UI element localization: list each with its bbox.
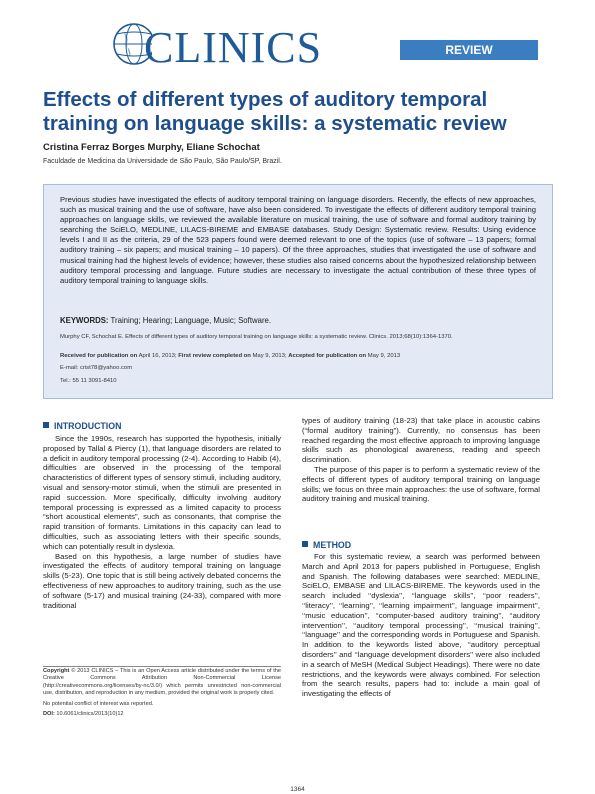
footnote (43, 668, 281, 718)
method-heading-text: METHOD (313, 540, 352, 550)
intro-heading (43, 416, 121, 434)
keywords-list: Training; Hearing; Language, Music; Software. (110, 316, 272, 325)
contact-tel: Tel.: 55 11 3091-8410 (60, 378, 117, 384)
intro-right-column (302, 416, 540, 504)
page-number: 1364 (290, 786, 305, 793)
intro-paragraph-3: types of auditory training (18-23) that take place in acoustic cabins (“formal auditory training”). Currently, no consensus has been reached regarding the most effective approach to improving language skills such as phonological awareness, reading and speech discrimination. (302, 416, 540, 465)
intro-left-column (43, 434, 281, 610)
section-square-icon (43, 422, 49, 428)
footnote-divider (43, 666, 281, 667)
copyright-text: © 2013 CLINICS – This is an Open Access article distributed under the terms of the Creative Commons Attribution Non-Commercial License (http://creativecommons.org/licenses/by-nc/3.0/) which permits unrestricted non-commercial use, distribution, and reproduction in any medium, provided the original work is properly cited. (43, 668, 281, 697)
method-column (302, 552, 540, 699)
intro-heading-text: INTRODUCTION (54, 421, 122, 431)
copyright-label: Copyright (43, 668, 70, 674)
section-square-icon (302, 541, 308, 547)
citation: Murphy CF, Schochat E. Effects of different types of auditory temporal training on language skills: a systematic review. Clinics. 2013;68(10):1364-1370. (60, 334, 453, 340)
method-heading (302, 535, 351, 553)
journal-name: CLINICS (144, 23, 323, 72)
doi-line (43, 711, 281, 718)
contact-email[interactable]: E-mail: crist78@yahoo.com (60, 365, 133, 371)
article-affiliation: Faculdade de Medicina da Universidade de São Paulo, São Paulo/SP, Brazil. (43, 158, 282, 165)
intro-paragraph-1: Since the 1990s, research has supported the hypothesis, initially proposed by Tallal & Piercy (1), that language disorders are related to a deficit in auditory temporal processing (2-4). According to Habib (4), difficulties are observed in the processing of the temporal characteristics of different types of sensory stimuli, including auditory, visual and sensory-motor stimuli, when the stimuli are presented in rapid succession. More specifically, difficulty involving auditory temporal processing is expressed as a limited capacity to process “short acoustical elements”, such as consonants, that comprise the rapid transition of formants. Limitations in this capacity can lead to difficulties, such as associating letters with their specific sounds, which can potentially result in dyslexia. (43, 434, 281, 551)
intro-paragraph-4: The purpose of this paper is to perform a systematic review of the effects of different types of auditory temporal training on language skills; we focus on three main approaches: the use of software, formal auditory training and musical training. (302, 464, 540, 504)
first-review-label: First review completed on (178, 353, 251, 359)
doi-label: DOI: (43, 711, 55, 718)
method-paragraph-1: For this systematic review, a search was performed between March and April 2013 for papers published in Portuguese, English and Spanish. The following databases were searched: MEDLINE, SciELO, EMBASE and LILACS-BIREME. The keywords used in the search included ‘‘dyslexia’’, ‘‘language skills’’, ‘‘poor readers’’, ‘‘literacy’’, ‘‘learning’’, ‘‘learning impairment’’, language impairment’’, ‘‘music education’’, ‘‘computer-based auditory training’’, ‘‘auditory intervention’’, ‘‘auditory temporal processing’’, ‘‘musical training’’, ‘‘language’’ and the corresponding words in Portuguese and Spanish. In addition to the keywords listed above, ‘‘auditory perceptual disorders’’ and ‘‘language development disorders’’ were also included in a search of MeSH (Medical Subject Headings). There were no date restrictions, and the keywords were always combined. For selection from the search results, papers had to: include a main goal of investigating the effects of (302, 552, 540, 699)
article-title: Effects of different types of auditory temporal training on language skills: a systematic review (43, 88, 507, 135)
abstract-text: Previous studies have investigated the effects of auditory temporal training on language disorders. Recently, the effects of new approaches, such as musical training and the use of software, have also been considered. To investigate the effects of different auditory temporal training approaches on language skills, we reviewed the available literature on musical training, the use of software and formal auditory training by searching the SciELO, MEDLINE, LILACS-BIREME and EMBASE databases. Study Design: Systematic review. Results: Using evidence levels I and II as the criteria, 29 of the 523 papers found were deemed relevant to one of the topics (use of software – 13 papers; formal auditory training – six papers; and musical training – 10 papers). Of the three approaches, studies that investigated the use of software and musical training had the highest levels of evidence; however, these studies also raised concerns about the hypothesized relationship between auditory temporal processing and language. Future studies are necessary to investigate the actual contribution of these three types of auditory temporal training to language skills. (60, 195, 536, 285)
abstract-box (43, 184, 553, 399)
copyright-note (43, 668, 281, 698)
article-authors: Cristina Ferraz Borges Murphy, Eliane Schochat (43, 142, 260, 153)
accepted-label: Accepted for publication on (288, 353, 367, 359)
accepted-date: May 9, 2013 (367, 353, 401, 359)
section-badge: REVIEW (400, 40, 538, 60)
journal-logo (112, 18, 327, 76)
intro-paragraph-2: Based on this hypothesis, a large number of studies have investigated the effects of auditory temporal training on language skills (5-23). One topic that is still being actively debated concerns the effectiveness of new approaches to auditory training, such as the use of software (5-17) and musical training (24-33), compared with more traditional (43, 551, 281, 610)
conflict-note: No potential conflict of interest was reported. (43, 700, 154, 707)
received-label: Received for publication on (60, 353, 138, 359)
keywords (60, 316, 536, 325)
keywords-label: KEYWORDS: (60, 316, 109, 325)
doi-value[interactable]: 10.6061/clinics/2013(10)12 (56, 711, 124, 718)
first-review-date: May 9, 2013; (252, 353, 287, 359)
publication-dates (60, 353, 536, 359)
received-date: April 16, 2013; (138, 353, 177, 359)
